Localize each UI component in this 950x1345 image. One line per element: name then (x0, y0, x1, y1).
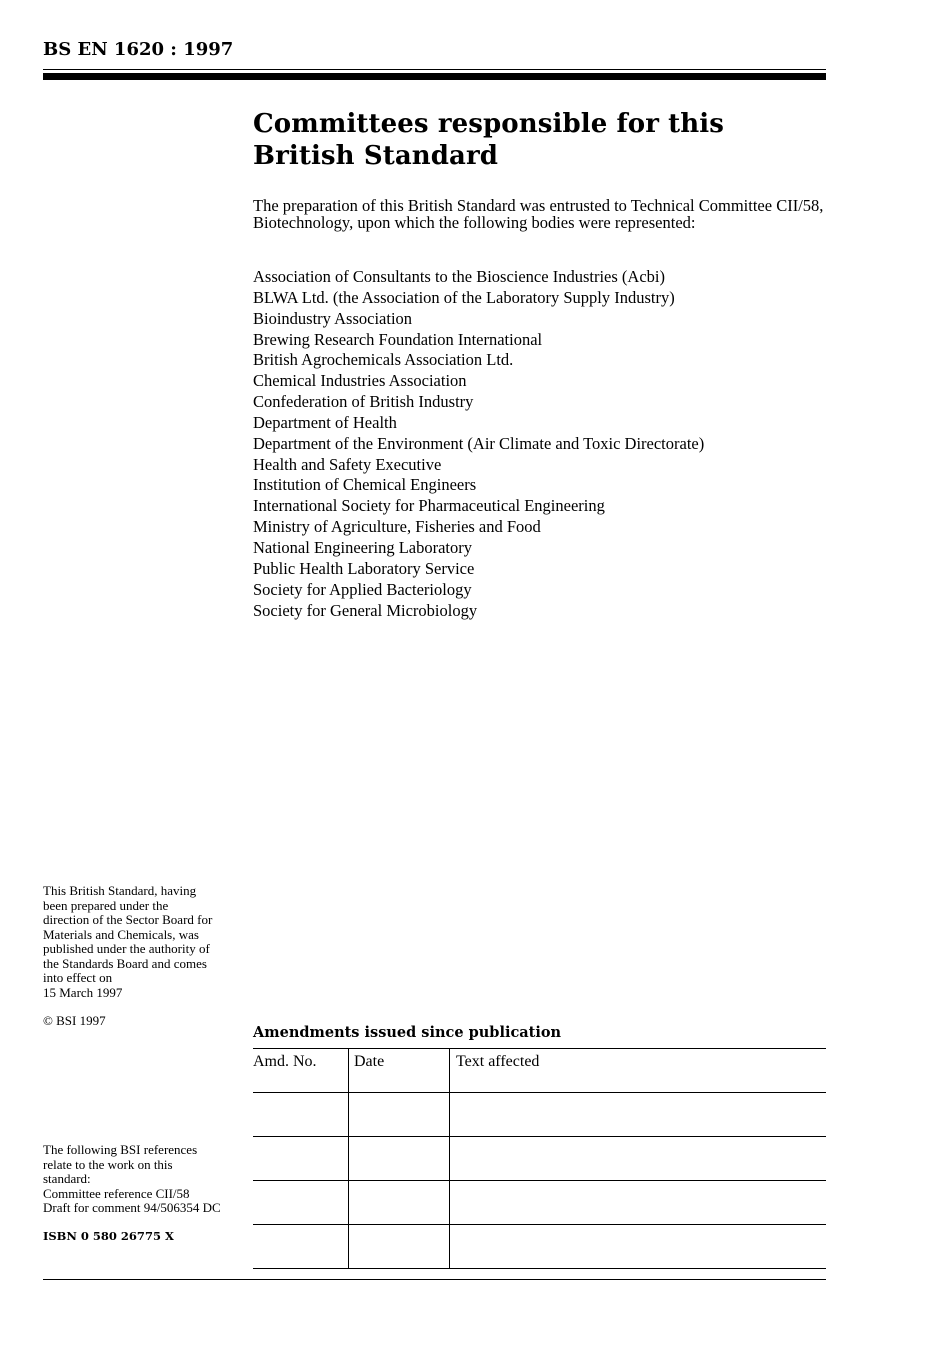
date-cell (349, 1181, 450, 1225)
column-header-text-affected: Text affected (450, 1049, 827, 1093)
text-affected-cell (450, 1093, 827, 1137)
list-item: Bioindustry Association (253, 308, 413, 328)
table-row (253, 1093, 826, 1137)
date-cell (349, 1093, 450, 1137)
list-item: International Society for Pharmaceutical Engineering (253, 496, 605, 516)
list-item: British Agrochemicals Association Ltd. (253, 350, 514, 370)
amendments-table (253, 1048, 826, 1269)
represented-bodies-list (253, 267, 826, 621)
list-item: Department of Health (253, 412, 397, 432)
list-item: Brewing Research Foundation International (253, 329, 543, 349)
list-item: Confederation of British Industry (253, 392, 474, 412)
date-cell (349, 1225, 450, 1269)
amendments-header-row (253, 1049, 826, 1093)
page-title-line-2: British Standard (253, 141, 499, 171)
amendments-body (253, 1093, 826, 1269)
intro-paragraph: The preparation of this British Standard was entrusted to Technical Committee CII/58, Biotechnology, upon which the following bodies were represented: (253, 196, 824, 232)
list-item: Chemical Industries Association (253, 371, 467, 391)
text-affected-cell (450, 1137, 827, 1181)
list-item: Association of Consultants to the Bioscience Industries (Acbi) (253, 267, 665, 286)
page-title (253, 108, 826, 172)
publication-note: This British Standard, having been prepared under the direction of the Sector Board for Materials and Chemicals, was published under the authority of the Standards Board and comes into effect on 15 March 1997 (43, 883, 213, 1000)
text-affected-cell (450, 1181, 827, 1225)
bsi-references: The following BSI references relate to the work on this standard: Committee reference CII/58 Draft for comment 94/506354 DC (43, 1142, 221, 1215)
table-row (253, 1137, 826, 1181)
list-item: Public Health Laboratory Service (253, 558, 475, 578)
copyright-notice: © BSI 1997 (43, 1013, 106, 1028)
page-title-line-1: Committees responsible for this (253, 109, 724, 139)
date-cell (349, 1137, 450, 1181)
amd-no-cell (253, 1093, 349, 1137)
list-item: Institution of Chemical Engineers (253, 475, 477, 495)
column-header-date: Date (349, 1049, 450, 1093)
header-thick-rule (43, 73, 826, 80)
table-row (253, 1225, 826, 1269)
list-item: Health and Safety Executive (253, 454, 442, 474)
amd-no-cell (253, 1225, 349, 1269)
footer-rule (43, 1279, 826, 1280)
isbn: ISBN 0 580 26775 X (43, 1229, 174, 1243)
header-thin-rule (43, 69, 826, 70)
main-content (253, 108, 826, 621)
amd-no-cell (253, 1137, 349, 1181)
list-item: Department of the Environment (Air Climate and Toxic Directorate) (253, 433, 705, 453)
amendments-title: Amendments issued since publication (253, 1024, 562, 1041)
standard-reference: BS EN 1620 : 1997 (43, 39, 234, 60)
list-item: Ministry of Agriculture, Fisheries and Food (253, 517, 541, 537)
list-item: Society for General Microbiology (253, 600, 478, 620)
list-item: BLWA Ltd. (the Association of the Laboratory Supply Industry) (253, 287, 675, 307)
text-affected-cell (450, 1225, 827, 1269)
list-item: Society for Applied Bacteriology (253, 579, 472, 599)
amendments-section (253, 1022, 826, 1269)
column-header-amd-no: Amd. No. (253, 1049, 349, 1093)
table-row (253, 1181, 826, 1225)
amd-no-cell (253, 1181, 349, 1225)
list-item: National Engineering Laboratory (253, 537, 473, 557)
